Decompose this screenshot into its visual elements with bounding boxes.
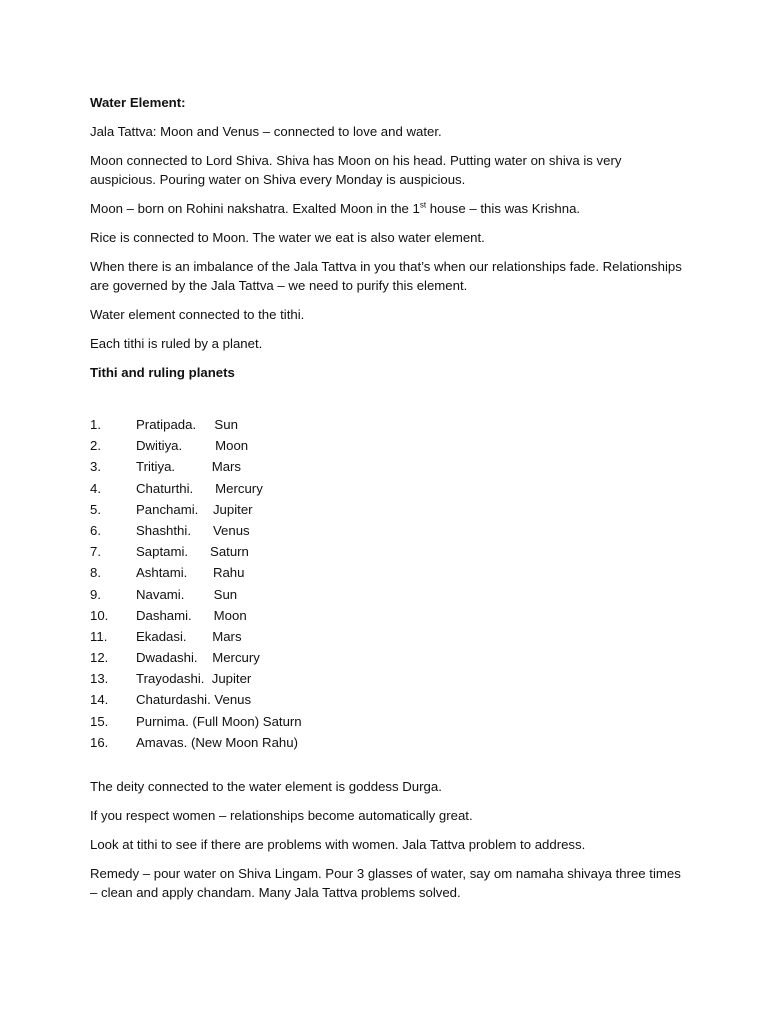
list-item-text: Pratipada. Sun [136, 417, 238, 432]
list-item-number: 4. [90, 480, 101, 496]
list-item-text: Panchami. Jupiter [136, 501, 253, 517]
paragraph-tithi: Water element connected to the tithi. [90, 307, 305, 322]
list-item-number: 1. [90, 417, 101, 432]
list-item-number: 15. [90, 713, 109, 729]
list-item-number: 13. [90, 671, 109, 687]
list-item-number: 5. [90, 501, 101, 517]
list-item-number: 3. [90, 459, 101, 475]
list-item-text: Dwitiya. Moon [136, 438, 249, 454]
list-item [90, 414, 690, 435]
list-item-number: 9. [90, 586, 101, 602]
list-item-text: Chaturthi. Mercury [136, 480, 263, 496]
list-item-number: 7. [90, 544, 101, 560]
list-item-text: Amavas. (New Moon Rahu) [136, 734, 298, 750]
paragraph-moon-shiva: Moon connected to Lord Shiva. Shiva has Moon on his head. Putting water on shiva is very auspicious. Pouring water on Shiva every Monday is auspicious. [90, 153, 622, 187]
paragraph-krishna [90, 199, 690, 218]
paragraph-look-at-tithi: Look at tithi to see if there are problems with women. Jala Tattva problem to address. [90, 837, 586, 852]
list-item [90, 668, 690, 689]
paragraph-planet: Each tithi is ruled by a planet. [90, 336, 263, 351]
list-item-text: Chaturdashi. Venus [136, 692, 252, 708]
list-item [90, 541, 690, 562]
list-item-number: 12. [90, 650, 109, 666]
list-item-number: 2. [90, 438, 101, 454]
list-item-text: Purnima. (Full Moon) Saturn [136, 713, 302, 729]
tithi-list [90, 414, 690, 753]
list-item-text: Dwadashi. Mercury [136, 650, 260, 666]
list-item [90, 478, 690, 499]
list-item [90, 520, 690, 541]
list-item-number: 14. [90, 692, 109, 708]
list-item [90, 711, 690, 732]
list-item [90, 626, 690, 647]
ordinal-superscript: st [419, 200, 427, 210]
list-item-number: 16. [90, 734, 109, 750]
krishna-text-after: house – this was Krishna. [426, 201, 581, 216]
document-body [90, 93, 690, 912]
paragraph-jala-tattva: Jala Tattva: Moon and Venus – connected to love and water. [90, 124, 442, 139]
list-item-number: 8. [90, 565, 101, 581]
paragraph-imbalance: When there is an imbalance of the Jala Tattva in you that’s when our relationships fade. Relationships are governed by the Jala Tattva – we need to purify this element. [90, 259, 682, 293]
paragraph-respect-women: If you respect women – relationships become automatically great. [90, 808, 473, 823]
list-item-number: 6. [90, 522, 101, 538]
list-item-text: Dashami. Moon [136, 607, 247, 623]
paragraph-deity: The deity connected to the water element is goddess Durga. [90, 779, 442, 794]
document-title: Water Element: [90, 95, 186, 110]
paragraph-rice: Rice is connected to Moon. The water we eat is also water element. [90, 230, 485, 245]
list-item [90, 456, 690, 477]
list-item-text: Saptami. Saturn [136, 544, 249, 560]
paragraph-remedy: Remedy – pour water on Shiva Lingam. Pour 3 glasses of water, say om namaha shivaya three times – clean and apply chandam. Many Jala Tattva problems solved. [90, 866, 681, 900]
list-item-text: Tritiya. Mars [136, 459, 242, 475]
list-heading: Tithi and ruling planets [90, 365, 235, 380]
list-item [90, 584, 690, 605]
krishna-text-before: Moon – born on Rohini nakshatra. Exalted Moon in the 1 [90, 201, 420, 216]
list-item-number: 11. [90, 628, 108, 644]
list-item-text: Ashtami. Rahu [136, 565, 245, 581]
list-item [90, 647, 690, 668]
list-item [90, 605, 690, 626]
list-item-number: 10. [90, 607, 109, 623]
list-item-text: Trayodashi. Jupiter [136, 671, 252, 687]
list-item [90, 499, 690, 520]
list-item-text: Navami. Sun [136, 586, 238, 602]
list-item [90, 732, 690, 753]
list-item-text: Shashthi. Venus [136, 522, 250, 538]
list-item [90, 689, 690, 710]
list-item [90, 562, 690, 583]
list-item-text: Ekadasi. Mars [136, 628, 242, 644]
list-item [90, 435, 690, 456]
